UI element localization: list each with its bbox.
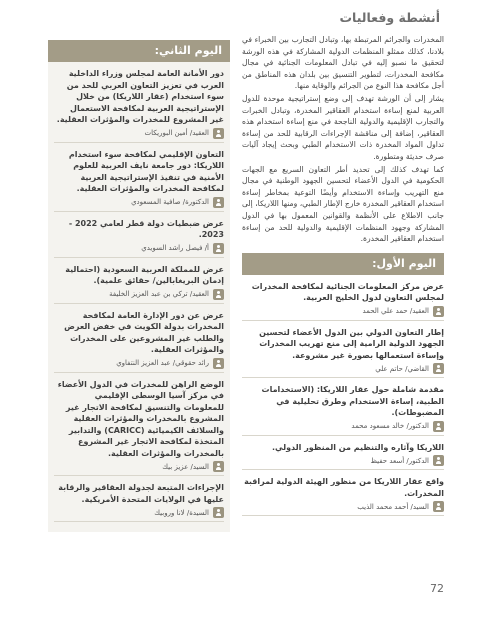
page-title: أنشطة وفعاليات — [339, 10, 440, 25]
speaker — [242, 455, 444, 470]
intro-paragraph: يشار إلى أن الورشة تهدف إلى وضع إستراتيجية موحدة للدول العربية لمنع إساءة استخدام العقاقير المخدرة، وتبادل الخبرات والتجارب الإقليمية والدولية الناجحة في منع إساءة استخدام هذه العقاقير، إضافة إلى مناقشة الإجراءات الرقابية للحد من إساءة تداول المواد المخدرة ذات الاستخدام الطبي وبحث إيجاد آليات صرف حديثة ومتطورة. — [242, 93, 444, 161]
person-icon — [433, 501, 444, 512]
session-title: مقدمة شاملة حول عقار اللاريكا: (الاستخدامات الطبية، إساءة الاستخدام وطرق تحليلية في المضبوطات). — [261, 385, 444, 418]
speaker — [54, 197, 224, 212]
day-two-heading: اليوم الثاني: — [48, 40, 230, 62]
speaker — [242, 421, 444, 436]
session-item — [242, 476, 444, 516]
session-title: التعاون الإقليمي لمكافحة سوء استخدام اللاريكا: دور جامعة نايف العربية للعلوم الأمنية في تنفيذ الإستراتيجية العربية لمكافحة المخدرات والمؤثرات العقلية. — [68, 149, 224, 193]
session-title: إطار التعاون الدولي بين الدول الأعضاء لتحسين الجهود الدولية الرامية إلى منع تهريب المخدرات وإساءة استعمالها بصورة غير مشروعة. — [259, 327, 444, 360]
person-icon — [213, 461, 224, 472]
session-title: عرض ضبطيات دولة قطر لعامي 2022 - 2023. — [68, 218, 224, 239]
person-icon — [213, 507, 224, 518]
speaker-name: القاضي/ حاتم علي — [375, 364, 429, 373]
left-column — [48, 40, 230, 532]
session-item — [54, 68, 224, 143]
person-icon — [213, 358, 224, 369]
speaker-name: السيد/ أحمد محمد الذيب — [357, 502, 429, 511]
person-icon — [433, 306, 444, 317]
session-title: عرض للمملكة العربية السعودية (احتمالية إدمان البريغابالين/ حقائق علمية). — [65, 264, 224, 285]
speaker-name: الدكتور/ أسعد حفيظ — [370, 456, 429, 465]
speaker — [54, 128, 224, 143]
person-icon — [213, 243, 224, 254]
day-two-list — [48, 68, 230, 532]
person-icon — [433, 421, 444, 432]
speaker — [54, 461, 224, 476]
session-title: اللاريكا وآثاره والتنظيم من المنظور الدولي. — [271, 442, 444, 452]
session-item — [54, 379, 224, 477]
session-item — [54, 310, 224, 373]
session-item — [242, 384, 444, 436]
session-item — [54, 218, 224, 258]
speaker-name: العقيد/ حمد علي الحمد — [362, 307, 429, 316]
person-icon — [213, 197, 224, 208]
session-title: الإجراءات المتبعة لجدولة العقاقير والرقابة عليها في الولايات المتحدة الأمريكية. — [58, 483, 224, 504]
speaker-name: العقيد/ أمين البوريكات — [144, 129, 209, 137]
speaker — [54, 243, 224, 258]
session-title: دور الأمانة العامة لمجلس وزراء الداخلية العرب في تعزيز التعاون العربي للحد من سوء استخدام (عقار اللاريكا) من خلال الإستراتيجية العربية لمكافحة الاستعمال غير المشروع للمخدرات والمؤثرات العقلية. — [56, 69, 224, 124]
person-icon — [433, 455, 444, 466]
day-one-list — [242, 281, 444, 517]
session-title: عرض مركز المعلومات الجنائية لمكافحة المخدرات لمجلس التعاون لدول الخليج العربية. — [251, 281, 444, 303]
speaker — [242, 363, 444, 378]
session-title: عرض عن دور الإدارة العامة لمكافحة المخدرات بدولة الكويت في خفض العرض والطلب غير المشروعين على المخدرات والمؤثرات العقلية. — [64, 310, 224, 354]
speaker — [242, 306, 444, 321]
right-column — [242, 34, 444, 522]
speaker-name: السيدة/ لانا وروبيك — [154, 508, 209, 517]
person-icon — [213, 289, 224, 300]
speaker-name: الدكتورة/ صافية المسعودي — [131, 198, 209, 206]
person-icon — [213, 128, 224, 139]
speaker-name: العقيد/ تركي بن عبد العزيز الخليفة — [109, 290, 209, 298]
speaker-name: السيد/ عزيز بيك — [162, 462, 209, 471]
session-item — [54, 149, 224, 212]
session-item — [54, 482, 224, 522]
speaker-name: أ/ فيصل راشد السويدي — [141, 244, 209, 252]
speaker — [54, 289, 224, 304]
intro-paragraph: كما تهدف كذلك إلى تحديد أطر التعاون السريع مع الجهات الحكومية في الدول الأعضاء لتحسين الجهود الوطنية في مجال منع التهريب وإساءة الاستخدام وأيضًا التوعية بمخاطر إساءة استخدام العقاقير المخدرة خارج الإطار الطبي، ومنها اللاريكا، إلى جانب الاطلاع على الأنظمة والقوانين المعمول بها في الدول المشاركة وجهود المنظمات الإقليمية والدولية للحد من إساءة استخدام العقاقير المخدرة. — [242, 164, 444, 244]
session-item — [54, 264, 224, 304]
session-item — [242, 442, 444, 471]
intro-text — [242, 34, 444, 245]
speaker-name: الدكتور/ خالد مسعود محمد — [351, 422, 429, 431]
session-title: الوضع الراهن للمخدرات في الدول الأعضاء في مركز آسيا الوسطى الإقليمي للمعلومات والتنسيق لمكافحة الاتجار غير المشروع بالمخدرات والمؤثرات العقلية والسلائف الكيميائية (CARICC) والتدابير المتخذة لمكافحة الاتجار غير المشروع بالمخدرات والمؤثرات العقلية. — [57, 379, 224, 458]
day-one-heading: اليوم الأول: — [242, 253, 444, 275]
speaker — [242, 501, 444, 516]
intro-paragraph: المخدرات والجرائم المرتبطة بها، وتبادل التجارب بين الخبراء في بلادنا، كذلك ممثلو المنظمات الدولية المشاركة في هذه الورشة لتحقيق ما نصبو إليه في تبادل المعلومات الجنائية في مجال مكافحة المخدرات، لتطوير التنسيق بين بلدان هذه المناطق من أجل مكافحة هذا النوع من الجرائم والوقاية منها. — [242, 35, 444, 91]
speaker — [54, 358, 224, 373]
page-number: 72 — [430, 582, 444, 595]
speaker-name: رائد حقوقي/ عبد العزيز النتفاوي — [116, 359, 209, 367]
person-icon — [433, 363, 444, 374]
speaker — [54, 507, 224, 522]
session-title: واقع عقار اللاريكا من منظور الهيئة الدولية لمراقبة المخدرات. — [244, 477, 444, 498]
session-item — [242, 281, 444, 321]
session-item — [242, 327, 444, 379]
